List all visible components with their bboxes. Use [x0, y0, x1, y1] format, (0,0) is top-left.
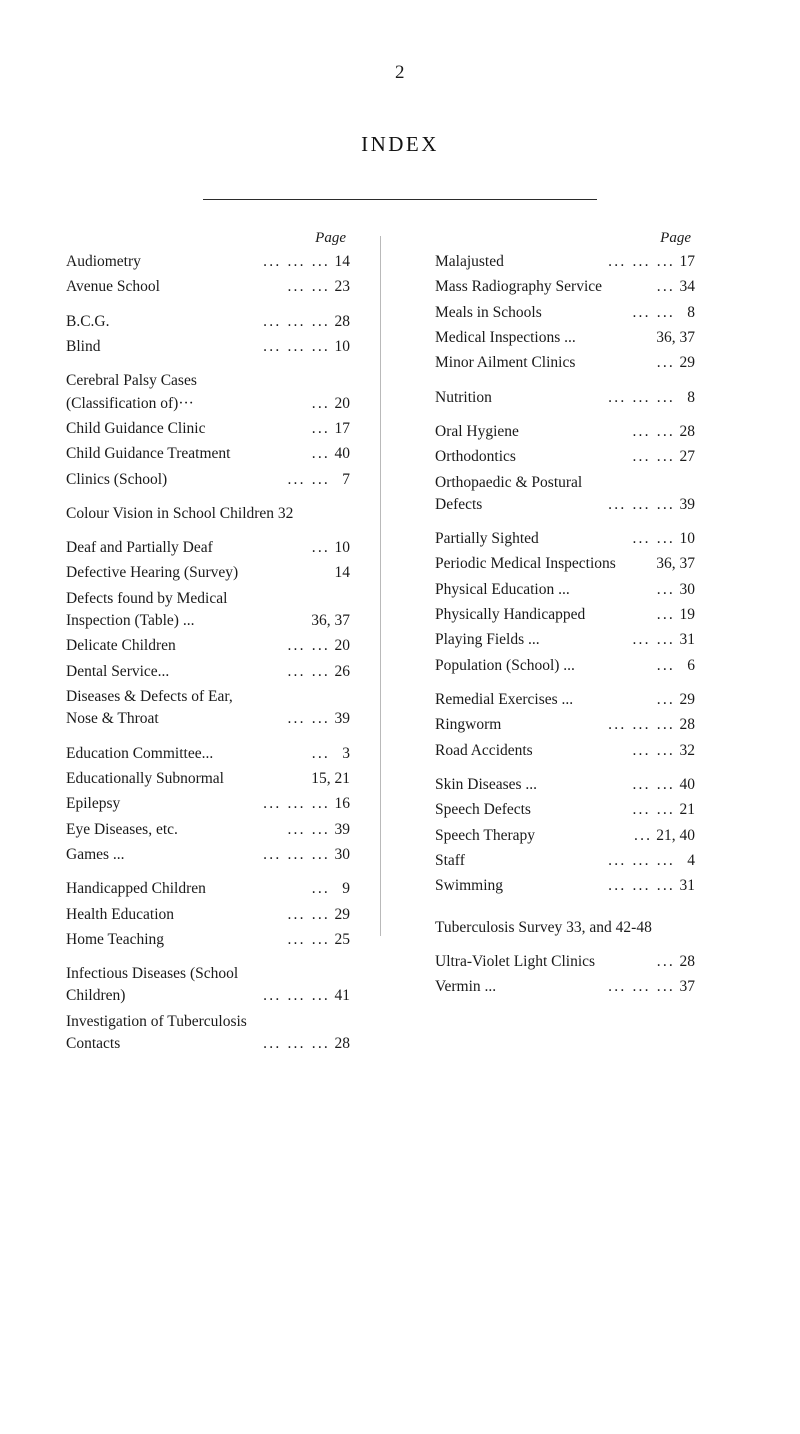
- index-entry-label: Skin Diseases ...: [435, 775, 538, 793]
- index-entry-label: Orthopaedic & Postural: [435, 473, 583, 491]
- index-entry-label-continued: Inspection (Table) ...: [66, 612, 195, 630]
- index-entry-leader: ... ...: [287, 905, 330, 923]
- index-entry-leader: ... ... ...: [263, 253, 330, 270]
- index-entry-label-continued: (Classification of)···: [66, 394, 194, 412]
- index-entry-page: 8: [687, 388, 695, 406]
- index-entry[interactable]: [435, 850, 695, 872]
- index-entry[interactable]: [435, 604, 695, 626]
- index-entry-leader: ...: [311, 419, 330, 437]
- index-entry-leader: ... ...: [287, 662, 330, 680]
- index-entry-page: 20: [334, 394, 350, 412]
- index-entry-label: Remedial Exercises ...: [435, 691, 574, 708]
- index-entry-label: Diseases & Defects of Ear,: [66, 688, 233, 705]
- index-entry-label: Nutrition: [435, 388, 492, 406]
- entry-spacer: [66, 528, 350, 537]
- index-entry-list-right: [435, 251, 695, 998]
- index-entry-page: 36, 37: [311, 612, 350, 630]
- index-entry-label: Staff: [435, 851, 465, 869]
- index-entry-page: 21: [679, 801, 695, 819]
- index-entry[interactable]: [435, 875, 695, 897]
- index-entry-label: B.C.G.: [66, 312, 110, 330]
- index-columns: [0, 230, 800, 1058]
- index-entry-label: Population (School) ...: [435, 656, 575, 674]
- index-entry-page: 20: [334, 637, 350, 655]
- index-entry[interactable]: [66, 1011, 350, 1056]
- index-entry[interactable]: [435, 799, 695, 821]
- index-entry-label-continued: Children): [66, 987, 126, 1005]
- index-entry[interactable]: [66, 370, 350, 415]
- page-number: 2: [395, 62, 405, 83]
- index-entry-leader: ... ...: [287, 278, 330, 296]
- index-entry-page: 28: [679, 952, 695, 970]
- index-entry-leader: ... ... ...: [263, 1035, 330, 1053]
- index-entry-page: 8: [687, 303, 695, 321]
- entry-spacer: [435, 519, 695, 528]
- index-entry-label-continued: Defects: [435, 495, 483, 513]
- index-entry-leader: ...: [656, 656, 675, 674]
- index-entry-page: 29: [679, 691, 695, 708]
- index-entry[interactable]: [66, 661, 350, 683]
- index-entry-label-continued: Contacts: [66, 1035, 121, 1053]
- index-entry-leader: ... ... ...: [608, 716, 675, 734]
- entry-spacer: [435, 378, 695, 387]
- index-entry-page: 29: [334, 905, 350, 923]
- index-entry[interactable]: [435, 421, 695, 443]
- index-entry-leader: ... ... ...: [608, 851, 675, 869]
- index-entry-label: Deaf and Partially Deaf: [66, 539, 213, 557]
- index-entry-label: Orthodontics: [435, 448, 516, 466]
- index-entry-label: Epilepsy: [66, 795, 121, 813]
- index-entry-leader: ...: [656, 354, 675, 372]
- index-entry-page: 28: [334, 312, 350, 330]
- index-entry-label: Tuberculosis Survey 33, and 42-48: [435, 918, 652, 936]
- index-entry-page: 10: [334, 539, 350, 557]
- index-entry-page: 4: [687, 851, 695, 869]
- index-entry-label: Dental Service...: [66, 662, 170, 680]
- index-entry-label: Educationally Subnormal: [66, 769, 224, 787]
- index-entry[interactable]: [435, 714, 695, 736]
- entry-spacer: [66, 361, 350, 370]
- index-entry-label: Periodic Medical Inspections: [435, 555, 616, 573]
- index-entry-label: Cerebral Palsy Cases: [66, 372, 197, 390]
- index-entry-label: Medical Inspections ...: [435, 328, 576, 346]
- index-entry[interactable]: [435, 976, 695, 998]
- index-entry-page: 7: [342, 470, 350, 488]
- column-divider: [380, 236, 381, 936]
- index-entry-leader: ...: [656, 691, 675, 708]
- index-entry-leader: ... ... ...: [263, 312, 330, 330]
- index-entry[interactable]: [435, 825, 695, 847]
- index-entry[interactable]: [435, 352, 695, 374]
- entry-spacer: [435, 942, 695, 951]
- entry-spacer: [66, 954, 350, 963]
- index-entry-label: Ultra-Violet Light Clinics: [435, 952, 596, 970]
- index-entry[interactable]: [435, 387, 695, 409]
- index-entry-leader: ...: [656, 606, 675, 624]
- index-entry-label: Eye Diseases, etc.: [66, 820, 178, 838]
- index-entry-label: Oral Hygiene: [435, 422, 519, 440]
- index-entry-page: 14: [334, 253, 350, 270]
- index-entry-page: 31: [679, 877, 695, 895]
- index-entry[interactable]: [66, 588, 350, 633]
- index-entry-page: 15, 21: [311, 769, 350, 787]
- index-entry[interactable]: [435, 327, 695, 349]
- index-entry-leader: ...: [311, 445, 330, 463]
- index-entry-label: Malajusted: [435, 253, 504, 270]
- index-entry-list-left: [66, 251, 350, 1055]
- index-entry-page: 28: [334, 1035, 350, 1053]
- index-entry[interactable]: [66, 537, 350, 559]
- index-entry-page: 9: [342, 880, 350, 898]
- index-entry-page: 34: [679, 278, 695, 296]
- index-entry-page: 39: [679, 495, 695, 513]
- index-entry-label: Infectious Diseases (School: [66, 965, 239, 983]
- index-entry[interactable]: [66, 562, 350, 584]
- index-entry-label: Speech Therapy: [435, 826, 535, 844]
- index-entry-leader: ... ...: [632, 741, 675, 759]
- index-entry-page: 36, 37: [656, 328, 695, 346]
- index-entry-leader: ... ...: [287, 820, 330, 838]
- index-entry-page: 36, 37: [656, 555, 695, 573]
- index-entry-leader: ... ...: [287, 470, 330, 488]
- index-entry-label: Speech Defects: [435, 801, 531, 819]
- index-entry-page: 21, 40: [656, 826, 695, 844]
- index-entry-label: Playing Fields ...: [435, 631, 540, 649]
- index-entry-label: Audiometry: [66, 253, 141, 270]
- index-entry-page: 30: [679, 580, 695, 598]
- entry-spacer: [66, 734, 350, 743]
- index-entry-label: Physical Education ...: [435, 580, 570, 598]
- index-entry[interactable]: [66, 878, 350, 900]
- index-entry-page: 10: [334, 337, 350, 355]
- index-entry[interactable]: [435, 951, 695, 973]
- index-entry-leader: ... ... ...: [608, 388, 675, 406]
- index-entry-leader: ... ... ...: [608, 253, 675, 270]
- index-entry-page: 31: [679, 631, 695, 649]
- index-entry-page: 39: [334, 710, 350, 728]
- index-entry-leader: ...: [656, 580, 675, 598]
- index-entry-label: Clinics (School): [66, 470, 168, 488]
- index-entry-page: 27: [679, 448, 695, 466]
- index-entry-leader: ...: [656, 278, 675, 296]
- index-entry[interactable]: [435, 528, 695, 550]
- index-entry-leader: ...: [311, 539, 330, 557]
- index-entry-label: Education Committee...: [66, 744, 214, 762]
- index-column-left: [66, 230, 366, 1058]
- entry-spacer: [435, 765, 695, 774]
- index-entry[interactable]: [66, 768, 350, 790]
- index-entry[interactable]: [435, 276, 695, 298]
- index-entry[interactable]: [435, 689, 695, 711]
- index-entry[interactable]: [66, 929, 350, 951]
- index-entry-leader: ... ... ...: [263, 795, 330, 813]
- index-entry-leader: ... ...: [632, 303, 675, 321]
- index-entry[interactable]: [66, 963, 350, 1008]
- index-entry-label: Physically Handicapped: [435, 606, 586, 624]
- index-entry[interactable]: [66, 336, 350, 358]
- index-entry[interactable]: [435, 774, 695, 796]
- index-entry[interactable]: [435, 917, 695, 939]
- title-rule: [203, 199, 597, 200]
- index-entry-leader: ... ...: [632, 530, 675, 548]
- index-entry-leader: ... ...: [632, 631, 675, 649]
- index-entry-leader: ... ...: [632, 422, 675, 440]
- index-entry-leader: ...: [311, 744, 330, 762]
- index-entry[interactable]: [435, 251, 695, 273]
- index-entry-label: Ringworm: [435, 716, 502, 734]
- index-entry-page: 3: [342, 744, 350, 762]
- index-entry-page: 23: [334, 278, 350, 296]
- index-entry-page: 29: [679, 354, 695, 372]
- index-entry[interactable]: [66, 276, 350, 298]
- index-entry-leader: ... ...: [287, 637, 330, 655]
- index-entry[interactable]: [66, 844, 350, 866]
- index-entry[interactable]: [66, 418, 350, 440]
- index-entry-leader: ... ... ...: [263, 845, 330, 863]
- index-entry-page: 28: [679, 422, 695, 440]
- index-entry-leader: ... ...: [287, 930, 330, 948]
- index-entry[interactable]: [66, 251, 350, 273]
- index-entry-label: Health Education: [66, 905, 175, 923]
- index-entry-leader: ... ...: [287, 710, 330, 728]
- entry-spacer: [435, 412, 695, 421]
- index-entry-page: 32: [274, 504, 294, 522]
- index-entry-page: 40: [334, 445, 350, 463]
- index-entry-leader: ... ...: [632, 801, 675, 819]
- entry-spacer: [66, 494, 350, 503]
- index-entry-label: Blind: [66, 337, 101, 355]
- index-entry-page: 25: [334, 930, 350, 948]
- index-entry[interactable]: [435, 472, 695, 517]
- index-entry-leader: ...: [311, 880, 330, 898]
- index-entry-page: 39: [334, 820, 350, 838]
- index-entry-page: 28: [679, 716, 695, 734]
- index-entry-label: Delicate Children: [66, 637, 176, 655]
- index-entry[interactable]: [66, 443, 350, 465]
- index-entry-page: 16: [334, 795, 350, 813]
- index-entry-label: Vermin ...: [435, 978, 497, 996]
- index-entry-label: Road Accidents: [435, 741, 533, 759]
- index-entry-label: Colour Vision in School Children: [66, 504, 275, 522]
- index-entry-leader: ...: [656, 952, 675, 970]
- index-entry-leader: ... ...: [632, 448, 675, 466]
- index-entry[interactable]: [66, 635, 350, 657]
- index-entry-label: Avenue School: [66, 278, 160, 296]
- entry-spacer: [66, 302, 350, 311]
- index-entry-label: Minor Ailment Clinics: [435, 354, 576, 372]
- index-entry-leader: ...: [311, 394, 330, 412]
- index-entry[interactable]: [66, 743, 350, 765]
- index-entry-leader: ... ...: [632, 775, 675, 793]
- index-page: [0, 62, 800, 1434]
- index-entry-page: 17: [679, 253, 695, 270]
- index-entry[interactable]: [66, 793, 350, 815]
- entry-spacer: [435, 901, 695, 917]
- index-entry[interactable]: [66, 686, 350, 731]
- index-entry-page: 19: [679, 606, 695, 624]
- index-entry-leader: ...: [634, 826, 653, 844]
- index-entry[interactable]: [435, 446, 695, 468]
- page-title: INDEX: [361, 132, 439, 156]
- index-entry-page: 37: [679, 978, 695, 996]
- index-entry[interactable]: [435, 579, 695, 601]
- index-entry[interactable]: [435, 740, 695, 762]
- index-entry-label: Home Teaching: [66, 930, 165, 948]
- index-entry-page: 40: [679, 775, 695, 793]
- index-column-right: [395, 230, 695, 1058]
- index-entry-page: 10: [679, 530, 695, 548]
- index-entry[interactable]: [435, 302, 695, 324]
- index-entry[interactable]: [435, 629, 695, 651]
- index-entry-page: 17: [334, 419, 350, 437]
- index-entry[interactable]: [66, 503, 350, 525]
- index-entry-leader: ... ... ...: [263, 337, 330, 355]
- index-entry-label: Handicapped Children: [66, 880, 206, 898]
- index-entry-page: 14: [334, 564, 350, 582]
- index-entry-label: Investigation of Tuberculosis: [66, 1012, 247, 1030]
- index-entry-leader: ... ... ...: [608, 877, 675, 895]
- index-entry-page: 30: [334, 845, 350, 863]
- index-entry[interactable]: [66, 469, 350, 491]
- index-entry-leader: ... ... ...: [608, 978, 675, 996]
- index-entry-label: Defects found by Medical: [66, 589, 228, 607]
- index-entry[interactable]: [66, 311, 350, 333]
- index-entry-page: 6: [687, 656, 695, 674]
- index-entry-label: Meals in Schools: [435, 303, 542, 321]
- column-header-right: Page: [660, 230, 691, 246]
- index-entry-label: Child Guidance Clinic: [66, 419, 206, 437]
- index-entry[interactable]: [435, 553, 695, 575]
- index-entry-label: Child Guidance Treatment: [66, 445, 231, 463]
- index-entry-leader: ... ... ...: [263, 987, 330, 1005]
- index-entry[interactable]: [66, 819, 350, 841]
- index-entry-label: Defective Hearing (Survey): [66, 564, 239, 582]
- index-entry-page: 26: [334, 662, 350, 680]
- index-entry-page: 32: [679, 741, 695, 759]
- entry-spacer: [66, 869, 350, 878]
- index-entry-leader: ... ... ...: [608, 495, 675, 513]
- index-entry-page: 41: [334, 987, 350, 1005]
- entry-spacer: [435, 680, 695, 689]
- index-entry-label: Swimming: [435, 877, 504, 895]
- index-entry-label: Partially Sighted: [435, 530, 539, 548]
- index-entry-label: Mass Radiography Service: [435, 278, 603, 296]
- index-entry[interactable]: [66, 904, 350, 926]
- index-entry[interactable]: [435, 655, 695, 677]
- index-entry-label-continued: Nose & Throat: [66, 710, 159, 728]
- index-entry-label: Games ...: [66, 845, 125, 863]
- column-header-left: Page: [315, 230, 346, 246]
